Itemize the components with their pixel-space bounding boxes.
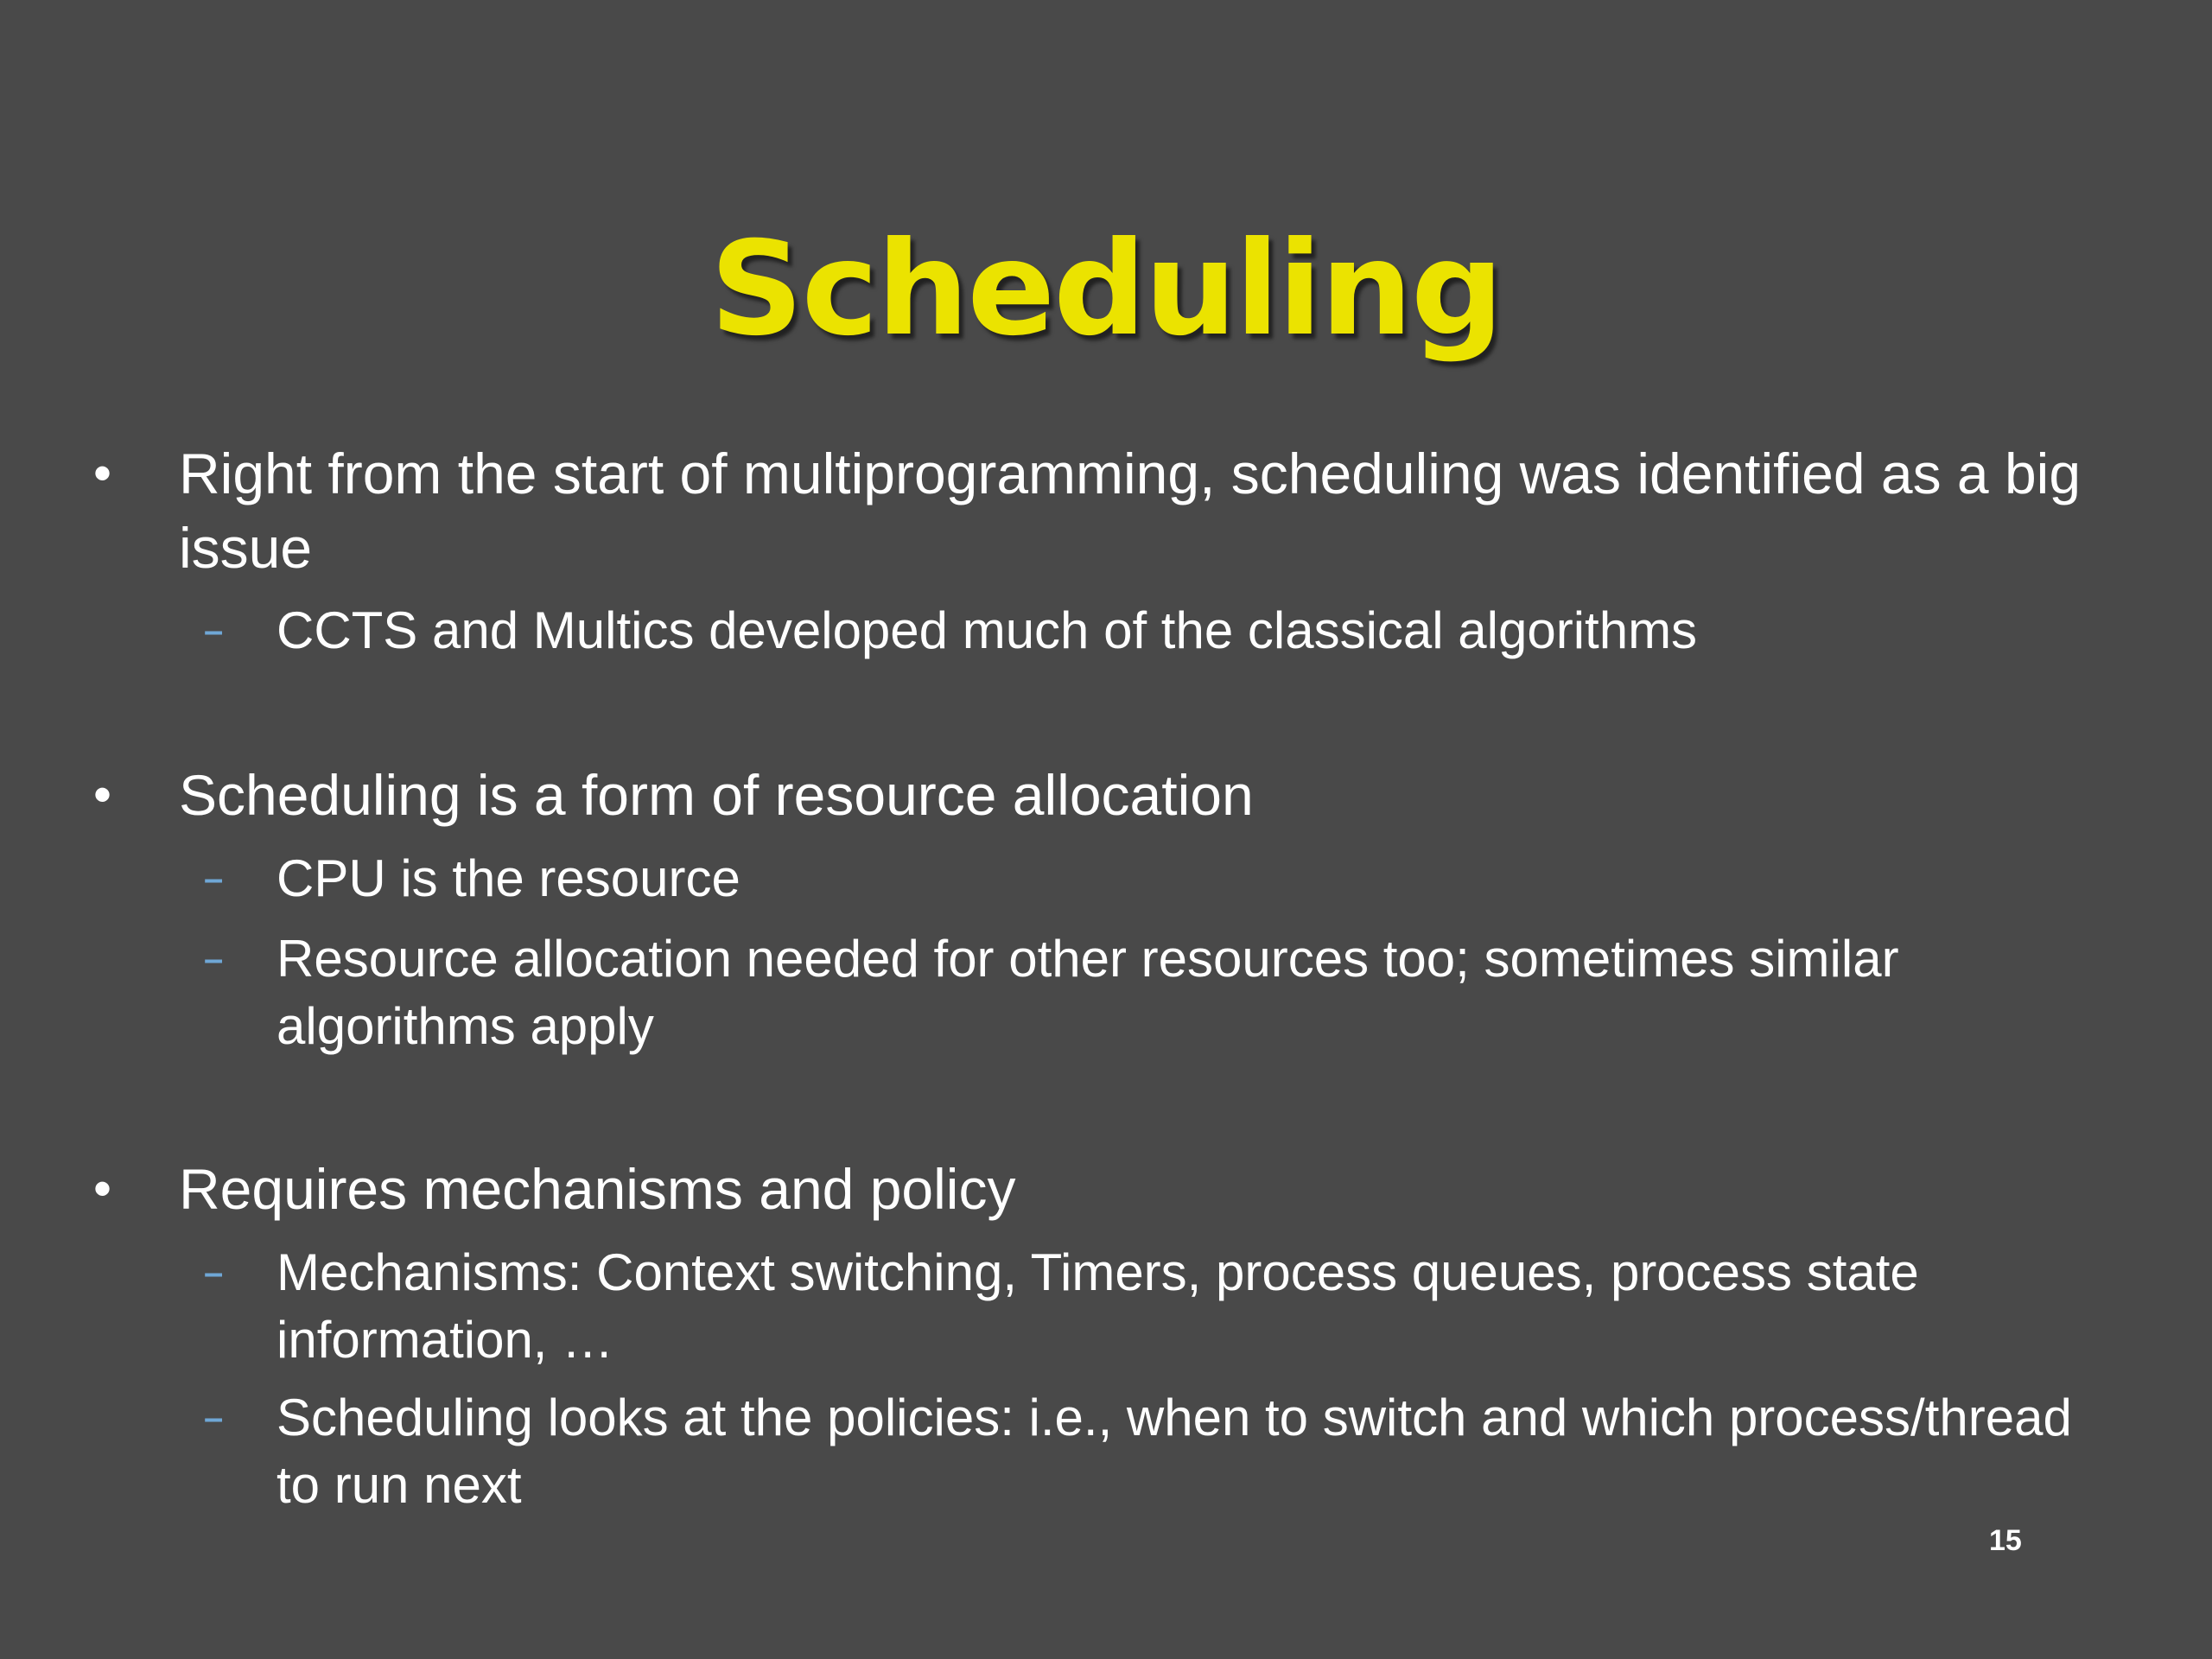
sub-bullet-text: Scheduling looks at the policies: i.e., when to switch and which process/thread to run next [276,1389,2072,1514]
bullet-text: Scheduling is a form of resource allocation [179,763,1254,827]
sub-bullet-text: CPU is the resource [276,849,741,907]
bullet-text: Requires mechanisms and policy [179,1157,1016,1221]
sub-bullet-text: Resource allocation needed for other resources too; sometimes similar algorithms apply [276,930,1899,1055]
slide-title: Scheduling [709,214,1503,365]
bullet-icon: • [93,1160,112,1217]
dash-icon: – [204,1254,224,1292]
dash-icon: – [204,940,224,978]
sub-bullet-text: Mechanisms: Context switching, Timers, process queues, process state information, … [276,1243,1919,1369]
dash-icon: – [204,612,224,650]
page-number: 15 [1989,1524,2022,1557]
bullet-icon: • [93,444,112,502]
dash-icon: – [204,860,224,898]
bullet-icon: • [93,766,112,823]
sub-bullet-text: CCTS and Multics developed much of the classical algorithms [276,601,1698,659]
dash-icon: – [204,1399,224,1437]
bullet-text: Right from the start of multiprogramming, scheduling was identified as a big issue [179,442,2082,580]
